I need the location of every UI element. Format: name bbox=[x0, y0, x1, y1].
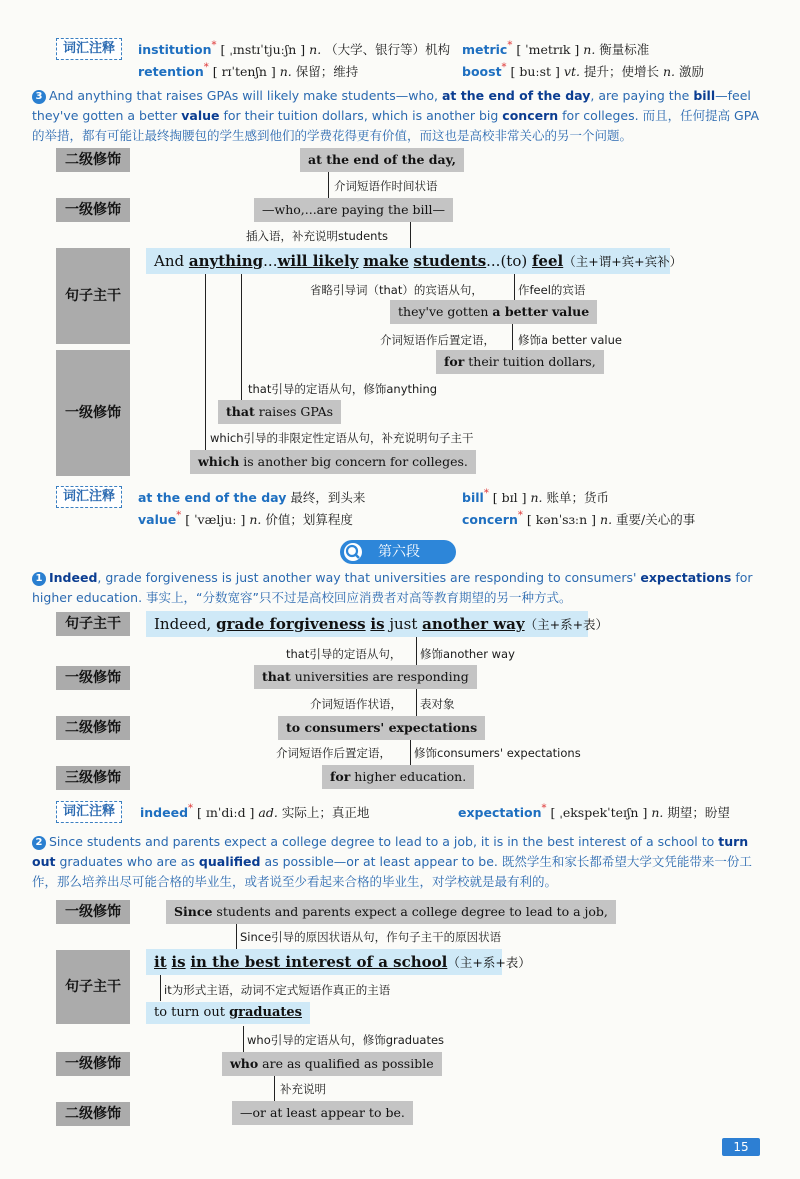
vocab-label: 词汇注释 bbox=[56, 801, 122, 823]
connector-line bbox=[236, 924, 237, 950]
vocab-label: 词汇注释 bbox=[56, 486, 122, 508]
connector-line bbox=[241, 274, 242, 400]
main-clause: And anything...will likely make students...(to) feel（主+谓+宾+宾补） bbox=[146, 248, 670, 274]
annotation: who引导的定语从句，修饰graduates bbox=[247, 1033, 445, 1047]
level-label: 一级修饰 bbox=[56, 666, 130, 690]
phrase-box: Since students and parents expect a college degree to lead to a job, bbox=[166, 900, 616, 924]
paragraph-2: 2 Since students and parents expect a college degree to lead to a job, it is in the best interest of a school to turn out graduates who are as qualified as possible—or at least appear to be. 既然学生和家长都希望大学文凭能带来一份工作，那么培养出尽可能合格的毕业生，或者说至少看起来合格的毕业生，对学校就是最有利的。 bbox=[32, 834, 752, 889]
connector-line bbox=[514, 274, 515, 300]
connector-line bbox=[274, 1076, 275, 1102]
phrase-box: for their tuition dollars, bbox=[436, 350, 604, 374]
level-label: 一级修饰 bbox=[56, 350, 130, 476]
page-number: 15 bbox=[722, 1138, 760, 1156]
annotation: 表对象 bbox=[420, 697, 455, 711]
connector-line bbox=[205, 274, 206, 450]
level-label: 三级修饰 bbox=[56, 766, 130, 790]
main-clause: it is in the best interest of a school（主+系+表） bbox=[146, 949, 502, 975]
connector-line bbox=[416, 689, 417, 716]
sentence-number: 3 bbox=[32, 90, 46, 104]
annotation: 介词短语作后置定语， bbox=[276, 746, 391, 760]
level-label: 二级修饰 bbox=[56, 1102, 130, 1126]
phrase-box: who are as qualified as possible bbox=[222, 1052, 442, 1076]
level-label: 一级修饰 bbox=[56, 900, 130, 924]
connector-line bbox=[328, 172, 329, 198]
phrase-box: which is another big concern for colleges. bbox=[190, 450, 476, 474]
connector-line bbox=[512, 324, 513, 350]
vocab-term: value* [ ˈvæljuː ] n. 价值；划算程度 bbox=[138, 510, 353, 527]
level-label: 一级修饰 bbox=[56, 198, 130, 222]
section-header: 第六段 bbox=[340, 540, 456, 564]
vocab-term: at the end of the day 最终，到头来 bbox=[138, 490, 366, 505]
infinitive-subject: to turn out graduates bbox=[146, 1002, 310, 1024]
annotation: which引导的非限定性定语从句，补充说明句子主干 bbox=[210, 431, 474, 445]
phrase-box: at the end of the day, bbox=[300, 148, 464, 172]
connector-line bbox=[160, 975, 161, 1001]
level-label: 句子主干 bbox=[56, 950, 130, 1024]
vocab-term: institution* [ ˌɪnstɪˈtjuːʃn ] n. （大学、银行等）机构 bbox=[138, 40, 451, 57]
sentence-number: 1 bbox=[32, 572, 46, 586]
connector-line bbox=[410, 222, 411, 248]
level-label: 二级修饰 bbox=[56, 716, 130, 740]
vocab-term: expectation* [ ˌekspekˈteɪʃn ] n. 期望；盼望 bbox=[458, 803, 730, 820]
vocab-term: bill* [ bɪl ] n. 账单；货币 bbox=[462, 488, 610, 505]
annotation: 介词短语作状语， bbox=[310, 697, 402, 711]
vocab-term: concern* [ kənˈsɜːn ] n. 重要/关心的事 bbox=[462, 510, 696, 527]
annotation: 省略引导词（that）的宾语从句， bbox=[310, 283, 483, 297]
annotation: Since引导的原因状语从句，作句子主干的原因状语 bbox=[240, 930, 502, 944]
annotation: that引导的定语从句， bbox=[286, 647, 402, 661]
annotation: it为形式主语，动词不定式短语作真正的主语 bbox=[164, 983, 391, 997]
vocab-term: metric* [ ˈmetrɪk ] n. 衡量标准 bbox=[462, 40, 650, 57]
level-label: 句子主干 bbox=[56, 612, 130, 636]
paragraph-1: 1 Indeed, grade forgiveness is just another way that universities are responding to consumers' expectations for higher education. 事实上，“分数宽容”只不过是高校回应消费者对高等教育期望的另一种方式。 bbox=[32, 570, 753, 605]
annotation: 补充说明 bbox=[280, 1082, 326, 1096]
vocab-term: retention* [ rɪˈtenʃn ] n. 保留；维持 bbox=[138, 62, 359, 79]
phrase-box: to consumers' expectations bbox=[278, 716, 485, 740]
connector-line bbox=[416, 637, 417, 666]
level-label: 句子主干 bbox=[56, 248, 130, 344]
annotation: 作feel的宾语 bbox=[518, 283, 586, 297]
phrase-box: for higher education. bbox=[322, 765, 474, 789]
vocab-label: 词汇注释 bbox=[56, 38, 122, 60]
vocab-term: boost* [ buːst ] vt. 提升；使增长 n. 激励 bbox=[462, 62, 704, 79]
connector-line bbox=[243, 1026, 244, 1052]
level-label: 一级修饰 bbox=[56, 1052, 130, 1076]
annotation: 插入语，补充说明students bbox=[246, 229, 388, 243]
paragraph-3: 3 And anything that raises GPAs will likely make students—who, at the end of the day, are paying the bill—feel they've gotten a better value for their tuition dollars, which is another big concern for colleges. 而且，任何提高 GPA 的举措，都有可能让最终掏腰包的学生感到他们的学费花得更有价值，而这也是高校非常关心的另一个问题。 bbox=[32, 88, 760, 143]
phrase-box: —who,...are paying the bill— bbox=[254, 198, 453, 222]
annotation: 修饰a better value bbox=[518, 333, 622, 347]
annotation: 介词短语作后置定语， bbox=[380, 333, 495, 347]
vocab-term: indeed* [ ɪnˈdiːd ] ad. 实际上；真正地 bbox=[140, 803, 370, 820]
search-icon bbox=[344, 543, 362, 561]
phrase-box: that raises GPAs bbox=[218, 400, 341, 424]
phrase-box: —or at least appear to be. bbox=[232, 1101, 413, 1125]
phrase-box: that universities are responding bbox=[254, 665, 477, 689]
annotation: that引导的定语从句，修饰anything bbox=[248, 382, 438, 396]
main-clause: Indeed, grade forgiveness is just another way（主+系+表） bbox=[146, 611, 588, 637]
sentence-number: 2 bbox=[32, 836, 46, 850]
level-label: 二级修饰 bbox=[56, 148, 130, 172]
annotation: 介词短语作时间状语 bbox=[334, 179, 438, 193]
annotation: 修饰consumers' expectations bbox=[414, 746, 581, 760]
connector-line bbox=[410, 740, 411, 766]
phrase-box: they've gotten a better value bbox=[390, 300, 597, 324]
annotation: 修饰another way bbox=[420, 647, 515, 661]
